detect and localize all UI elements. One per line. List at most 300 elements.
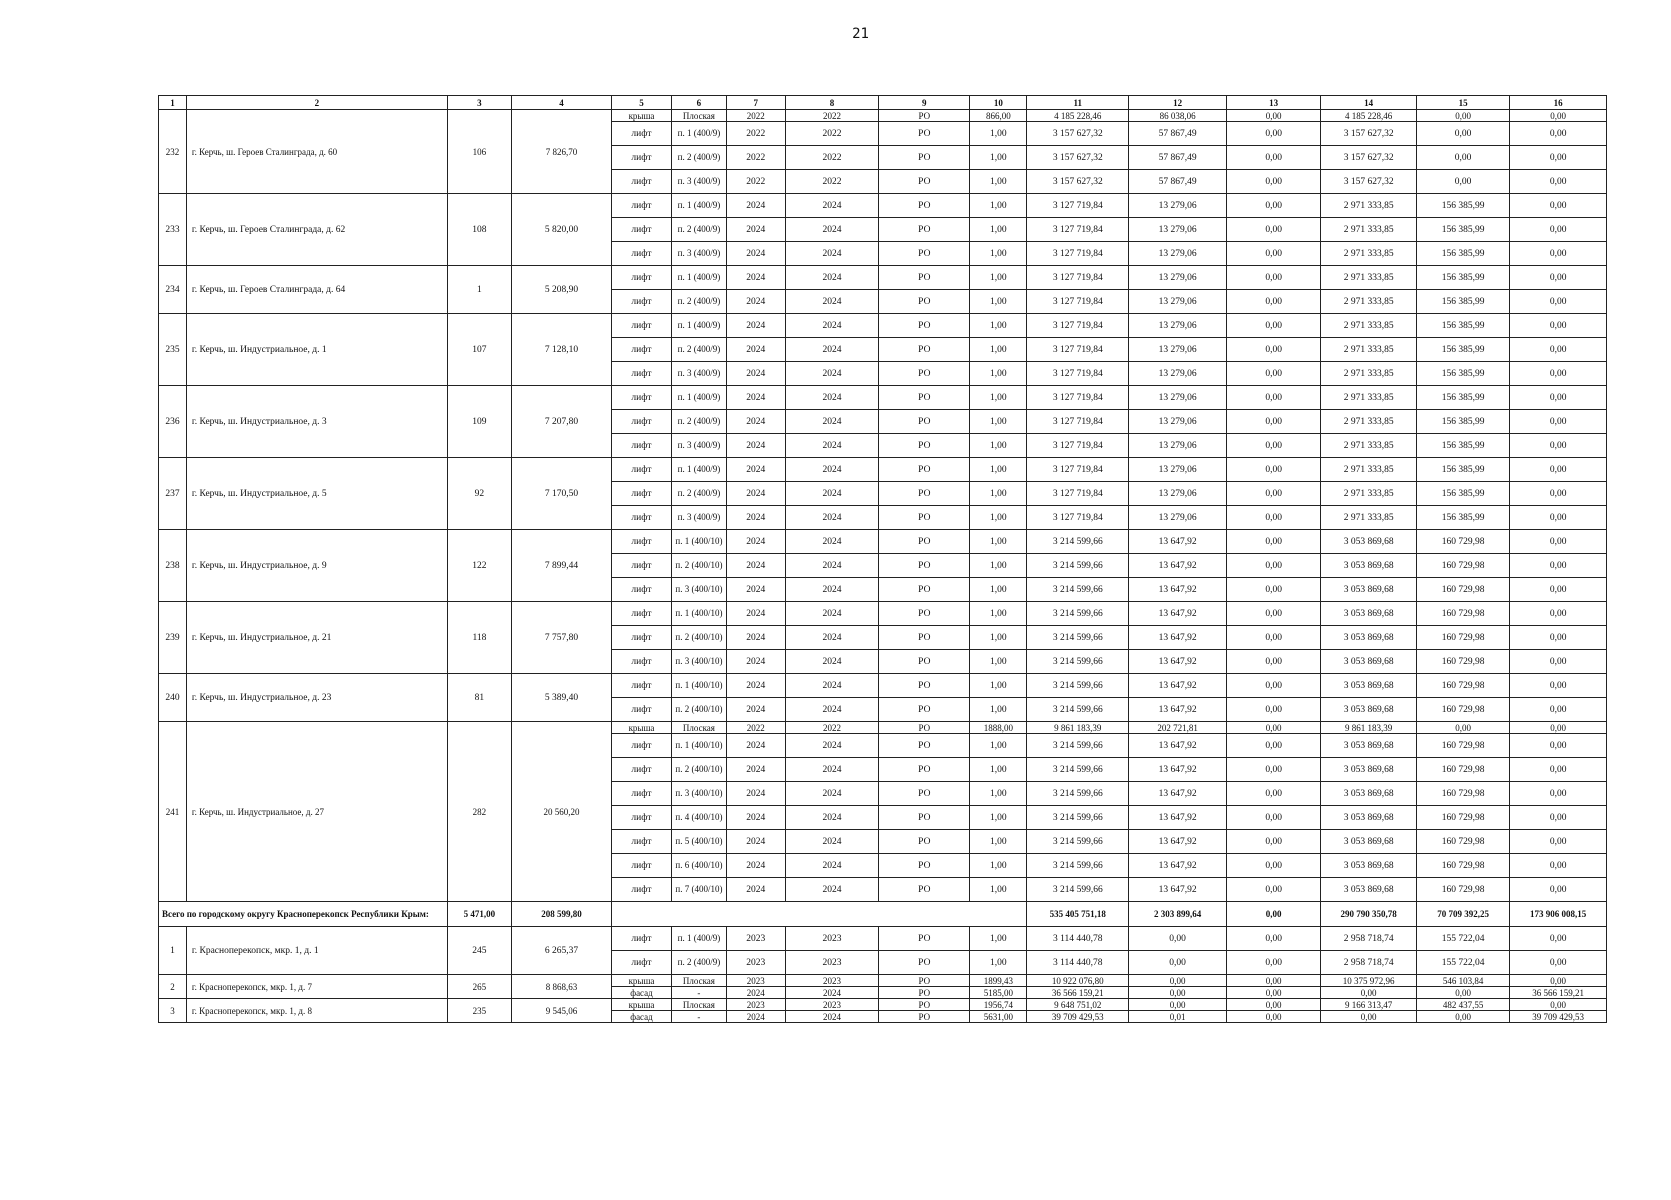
column-15-value: 482 437,55 <box>1416 999 1509 1011</box>
work-type: лифт <box>611 782 671 806</box>
source-code: РО <box>879 482 970 506</box>
work-type: лифт <box>611 194 671 218</box>
capital-repair-table <box>158 95 1607 1023</box>
column-13-value: 0,00 <box>1226 146 1320 170</box>
quantity: 1,00 <box>970 242 1027 266</box>
total-cost: 3 214 599,66 <box>1027 674 1129 698</box>
column-14-value: 2 971 333,85 <box>1321 506 1417 530</box>
column-13-value: 0,00 <box>1226 290 1320 314</box>
building-address: г. Керчь, ш. Героев Сталинграда, д. 64 <box>186 266 447 314</box>
column-12-value: 57 867,49 <box>1129 122 1227 146</box>
building-number: 235 <box>159 314 187 386</box>
quantity: 1,00 <box>970 674 1027 698</box>
work-detail: п. 2 (400/10) <box>672 626 727 650</box>
total-cost: 535 405 751,18 <box>1027 902 1129 927</box>
table-row <box>159 530 1607 554</box>
quantity: 1,00 <box>970 554 1027 578</box>
work-detail: п. 2 (400/10) <box>672 554 727 578</box>
work-detail: п. 1 (400/9) <box>672 458 727 482</box>
column-14-value: 3 053 869,68 <box>1321 806 1417 830</box>
column-15-value: 156 385,99 <box>1416 266 1509 290</box>
work-type: лифт <box>611 578 671 602</box>
quantity: 1,00 <box>970 758 1027 782</box>
work-type: лифт <box>611 314 671 338</box>
quantity: 1,00 <box>970 602 1027 626</box>
total-cost: 3 127 719,84 <box>1027 314 1129 338</box>
column-16-value: 0,00 <box>1510 146 1607 170</box>
column-12-value: 13 279,06 <box>1129 218 1227 242</box>
column-13-value: 0,00 <box>1226 482 1320 506</box>
column-13-value: 0,00 <box>1226 434 1320 458</box>
column-12-value: 0,00 <box>1129 999 1227 1011</box>
column-number: 16 <box>1510 96 1607 110</box>
source-code: РО <box>879 290 970 314</box>
column-13-value: 0,00 <box>1226 987 1320 999</box>
column-13-value: 0,00 <box>1226 578 1320 602</box>
work-type: лифт <box>611 122 671 146</box>
year-start: 2023 <box>726 927 785 951</box>
year-start: 2024 <box>726 554 785 578</box>
work-type: лифт <box>611 146 671 170</box>
building-address: г. Керчь, ш. Индустриальное, д. 27 <box>186 722 447 902</box>
column-15-value: 160 729,98 <box>1416 758 1509 782</box>
total-blank <box>611 902 1026 927</box>
column-14-value: 3 053 869,68 <box>1321 830 1417 854</box>
column-14-value: 2 971 333,85 <box>1321 482 1417 506</box>
year-end: 2022 <box>785 122 878 146</box>
year-start: 2024 <box>726 506 785 530</box>
quantity: 1,00 <box>970 434 1027 458</box>
year-start: 2024 <box>726 266 785 290</box>
column-12-value: 13 279,06 <box>1129 482 1227 506</box>
column-16-value: 0,00 <box>1510 506 1607 530</box>
column-14-value: 2 971 333,85 <box>1321 434 1417 458</box>
column-15-value: 156 385,99 <box>1416 482 1509 506</box>
column-13-value: 0,00 <box>1226 674 1320 698</box>
year-end: 2024 <box>785 458 878 482</box>
column-14-value: 2 971 333,85 <box>1321 218 1417 242</box>
year-start: 2024 <box>726 458 785 482</box>
source-code: РО <box>879 878 970 902</box>
work-detail: п. 7 (400/10) <box>672 878 727 902</box>
building-number: 241 <box>159 722 187 902</box>
source-code: РО <box>879 434 970 458</box>
column-12-value: 0,00 <box>1129 951 1227 975</box>
total-cost: 3 127 719,84 <box>1027 242 1129 266</box>
column-12-value: 13 647,92 <box>1129 650 1227 674</box>
column-12-value: 13 647,92 <box>1129 758 1227 782</box>
source-code: РО <box>879 806 970 830</box>
building-number: 2 <box>159 975 187 999</box>
column-15-value: 156 385,99 <box>1416 386 1509 410</box>
column-12-value: 13 647,92 <box>1129 830 1227 854</box>
column-15-value: 0,00 <box>1416 987 1509 999</box>
column-12-value: 0,01 <box>1129 1011 1227 1023</box>
work-type: лифт <box>611 410 671 434</box>
quantity: 1,00 <box>970 362 1027 386</box>
source-code: РО <box>879 578 970 602</box>
column-15-value: 546 103,84 <box>1416 975 1509 987</box>
year-start: 2024 <box>726 314 785 338</box>
work-type: лифт <box>611 674 671 698</box>
quantity: 1,00 <box>970 782 1027 806</box>
year-end: 2024 <box>785 386 878 410</box>
quantity: 1,00 <box>970 194 1027 218</box>
source-code: РО <box>879 650 970 674</box>
column-14-value: 3 053 869,68 <box>1321 878 1417 902</box>
column-14-value: 3 053 869,68 <box>1321 650 1417 674</box>
column-3-value: 108 <box>447 194 511 266</box>
column-3-value: 265 <box>447 975 511 999</box>
column-14-value: 2 958 718,74 <box>1321 951 1417 975</box>
year-end: 2024 <box>785 194 878 218</box>
year-end: 2024 <box>785 338 878 362</box>
source-code: РО <box>879 314 970 338</box>
work-type: лифт <box>611 338 671 362</box>
column-15-value: 160 729,98 <box>1416 854 1509 878</box>
column-13-value: 0,00 <box>1226 1011 1320 1023</box>
year-start: 2024 <box>726 806 785 830</box>
building-number: 240 <box>159 674 187 722</box>
work-detail: п. 2 (400/9) <box>672 482 727 506</box>
column-15-value: 0,00 <box>1416 170 1509 194</box>
work-type: фасад <box>611 987 671 999</box>
total-cost: 4 185 228,46 <box>1027 110 1129 122</box>
column-13-value: 0,00 <box>1226 698 1320 722</box>
work-detail: Плоская <box>672 110 727 122</box>
column-3-value: 107 <box>447 314 511 386</box>
work-type: крыша <box>611 722 671 734</box>
building-area: 7 826,70 <box>512 110 612 194</box>
work-type: крыша <box>611 999 671 1011</box>
column-15-value: 160 729,98 <box>1416 674 1509 698</box>
column-15-value: 160 729,98 <box>1416 782 1509 806</box>
column-16-value: 0,00 <box>1510 734 1607 758</box>
work-detail: п. 1 (400/9) <box>672 194 727 218</box>
year-end: 2022 <box>785 722 878 734</box>
year-end: 2022 <box>785 146 878 170</box>
building-address: г. Керчь, ш. Индустриальное, д. 1 <box>186 314 447 386</box>
total-cost: 3 127 719,84 <box>1027 266 1129 290</box>
source-code: РО <box>879 122 970 146</box>
column-12-value: 0,00 <box>1129 987 1227 999</box>
work-detail: п. 1 (400/10) <box>672 602 727 626</box>
total-cost: 3 157 627,32 <box>1027 170 1129 194</box>
work-type: лифт <box>611 482 671 506</box>
column-15-value: 160 729,98 <box>1416 626 1509 650</box>
column-13-value: 0,00 <box>1226 975 1320 987</box>
column-16-value: 0,00 <box>1510 698 1607 722</box>
year-end: 2023 <box>785 999 878 1011</box>
total-cost: 3 214 599,66 <box>1027 530 1129 554</box>
quantity: 1899,43 <box>970 975 1027 987</box>
column-14-value: 2 971 333,85 <box>1321 410 1417 434</box>
column-12-value: 13 647,92 <box>1129 626 1227 650</box>
column-number: 11 <box>1027 96 1129 110</box>
total-cost: 36 566 159,21 <box>1027 987 1129 999</box>
column-16-value: 0,00 <box>1510 458 1607 482</box>
column-16-value: 0,00 <box>1510 218 1607 242</box>
year-start: 2024 <box>726 578 785 602</box>
work-type: лифт <box>611 734 671 758</box>
column-14-value: 0,00 <box>1321 1011 1417 1023</box>
column-15-value: 156 385,99 <box>1416 506 1509 530</box>
work-detail: п. 3 (400/10) <box>672 782 727 806</box>
column-14-value: 3 053 869,68 <box>1321 734 1417 758</box>
column-16-value: 0,00 <box>1510 782 1607 806</box>
total-cost: 3 127 719,84 <box>1027 458 1129 482</box>
work-detail: п. 3 (400/9) <box>672 170 727 194</box>
source-code: РО <box>879 506 970 530</box>
column-13-value: 0,00 <box>1226 110 1320 122</box>
column-16-value: 0,00 <box>1510 951 1607 975</box>
column-16-value: 0,00 <box>1510 927 1607 951</box>
quantity: 5185,00 <box>970 987 1027 999</box>
column-3-value: 1 <box>447 266 511 314</box>
building-number: 238 <box>159 530 187 602</box>
quantity: 1,00 <box>970 650 1027 674</box>
column-number-row <box>159 96 1607 110</box>
total-cost: 3 127 719,84 <box>1027 362 1129 386</box>
year-start: 2024 <box>726 410 785 434</box>
column-14-value: 2 971 333,85 <box>1321 290 1417 314</box>
column-3-value: 92 <box>447 458 511 530</box>
column-12-value: 86 038,06 <box>1129 110 1227 122</box>
year-end: 2023 <box>785 975 878 987</box>
work-detail: п. 2 (400/9) <box>672 951 727 975</box>
year-end: 2024 <box>785 290 878 314</box>
column-14-value: 3 053 869,68 <box>1321 626 1417 650</box>
year-end: 2022 <box>785 110 878 122</box>
work-type: лифт <box>611 806 671 830</box>
work-detail: - <box>672 987 727 999</box>
quantity: 1,00 <box>970 530 1027 554</box>
column-16-value: 0,00 <box>1510 722 1607 734</box>
year-end: 2022 <box>785 170 878 194</box>
column-16-value: 0,00 <box>1510 362 1607 386</box>
building-number: 3 <box>159 999 187 1023</box>
source-code: РО <box>879 951 970 975</box>
quantity: 1,00 <box>970 170 1027 194</box>
total-cost: 3 214 599,66 <box>1027 626 1129 650</box>
year-end: 2024 <box>785 554 878 578</box>
table-row <box>159 194 1607 218</box>
building-area: 7 128,10 <box>512 314 612 386</box>
column-15-value: 160 729,98 <box>1416 830 1509 854</box>
total-cost: 3 214 599,66 <box>1027 650 1129 674</box>
total-label: Всего по городскому округу Красноперекопск Республики Крым: <box>159 902 448 927</box>
column-number: 5 <box>611 96 671 110</box>
work-detail: п. 1 (400/10) <box>672 734 727 758</box>
column-16-value: 0,00 <box>1510 482 1607 506</box>
year-start: 2024 <box>726 434 785 458</box>
table-row <box>159 674 1607 698</box>
total-cost: 3 127 719,84 <box>1027 434 1129 458</box>
source-code: РО <box>879 554 970 578</box>
column-16-value: 0,00 <box>1510 194 1607 218</box>
column-15-value: 160 729,98 <box>1416 698 1509 722</box>
column-14-value: 3 053 869,68 <box>1321 698 1417 722</box>
year-start: 2024 <box>726 242 785 266</box>
column-12-value: 57 867,49 <box>1129 146 1227 170</box>
year-start: 2024 <box>726 290 785 314</box>
quantity: 1,00 <box>970 854 1027 878</box>
quantity: 1,00 <box>970 146 1027 170</box>
year-end: 2024 <box>785 806 878 830</box>
column-14-value: 3 053 869,68 <box>1321 530 1417 554</box>
quantity: 866,00 <box>970 110 1027 122</box>
building-address: г. Керчь, ш. Индустриальное, д. 9 <box>186 530 447 602</box>
work-type: крыша <box>611 975 671 987</box>
column-number: 1 <box>159 96 187 110</box>
column-16-value: 0,00 <box>1510 999 1607 1011</box>
source-code: РО <box>879 362 970 386</box>
building-area: 20 560,20 <box>512 722 612 902</box>
work-type: лифт <box>611 434 671 458</box>
column-13-value: 0,00 <box>1226 314 1320 338</box>
column-3-value: 81 <box>447 674 511 722</box>
quantity: 1,00 <box>970 951 1027 975</box>
work-detail: - <box>672 1011 727 1023</box>
quantity: 5631,00 <box>970 1011 1027 1023</box>
building-area: 7 207,80 <box>512 386 612 458</box>
work-type: лифт <box>611 218 671 242</box>
total-cost: 3 157 627,32 <box>1027 146 1129 170</box>
total-cost: 3 127 719,84 <box>1027 338 1129 362</box>
column-12-value: 0,00 <box>1129 927 1227 951</box>
column-13-value: 0,00 <box>1226 338 1320 362</box>
year-end: 2024 <box>785 482 878 506</box>
building-number: 232 <box>159 110 187 194</box>
column-16-value: 0,00 <box>1510 830 1607 854</box>
column-12-value: 13 279,06 <box>1129 338 1227 362</box>
column-15-value: 156 385,99 <box>1416 194 1509 218</box>
column-15-value: 156 385,99 <box>1416 458 1509 482</box>
total-column-15: 70 709 392,25 <box>1416 902 1509 927</box>
column-15-value: 160 729,98 <box>1416 554 1509 578</box>
building-area: 9 545,06 <box>512 999 612 1023</box>
column-12-value: 57 867,49 <box>1129 170 1227 194</box>
column-12-value: 13 647,92 <box>1129 782 1227 806</box>
column-15-value: 156 385,99 <box>1416 434 1509 458</box>
year-start: 2024 <box>726 194 785 218</box>
column-12-value: 13 647,92 <box>1129 578 1227 602</box>
column-12-value: 13 279,06 <box>1129 506 1227 530</box>
year-start: 2024 <box>726 386 785 410</box>
column-16-value: 0,00 <box>1510 975 1607 987</box>
work-type: лифт <box>611 458 671 482</box>
year-start: 2024 <box>726 650 785 674</box>
quantity: 1,00 <box>970 927 1027 951</box>
work-type: лифт <box>611 854 671 878</box>
source-code: РО <box>879 194 970 218</box>
work-detail: п. 5 (400/10) <box>672 830 727 854</box>
column-13-value: 0,00 <box>1226 927 1320 951</box>
total-cost: 3 214 599,66 <box>1027 734 1129 758</box>
column-12-value: 13 279,06 <box>1129 386 1227 410</box>
source-code: РО <box>879 242 970 266</box>
column-14-value: 2 971 333,85 <box>1321 314 1417 338</box>
column-15-value: 156 385,99 <box>1416 362 1509 386</box>
total-cost: 3 127 719,84 <box>1027 410 1129 434</box>
building-area: 5 208,90 <box>512 266 612 314</box>
quantity: 1,00 <box>970 578 1027 602</box>
table-row <box>159 458 1607 482</box>
column-14-value: 2 971 333,85 <box>1321 194 1417 218</box>
column-3-value: 106 <box>447 110 511 194</box>
source-code: РО <box>879 626 970 650</box>
column-15-value: 156 385,99 <box>1416 410 1509 434</box>
column-14-value: 2 971 333,85 <box>1321 338 1417 362</box>
work-detail: п. 3 (400/9) <box>672 242 727 266</box>
column-13-value: 0,00 <box>1226 362 1320 386</box>
column-14-value: 3 053 869,68 <box>1321 578 1417 602</box>
column-13-value: 0,00 <box>1226 554 1320 578</box>
column-12-value: 13 279,06 <box>1129 194 1227 218</box>
total-cost: 9 861 183,39 <box>1027 722 1129 734</box>
work-type: лифт <box>611 758 671 782</box>
column-13-value: 0,00 <box>1226 722 1320 734</box>
total-cost: 3 214 599,66 <box>1027 782 1129 806</box>
source-code: РО <box>879 854 970 878</box>
building-address: г. Керчь, ш. Героев Сталинграда, д. 60 <box>186 110 447 194</box>
quantity: 1,00 <box>970 314 1027 338</box>
quantity: 1,00 <box>970 458 1027 482</box>
work-type: лифт <box>611 506 671 530</box>
column-16-value: 0,00 <box>1510 122 1607 146</box>
work-detail: Плоская <box>672 975 727 987</box>
year-start: 2024 <box>726 362 785 386</box>
column-15-value: 0,00 <box>1416 146 1509 170</box>
year-start: 2022 <box>726 122 785 146</box>
year-start: 2024 <box>726 987 785 999</box>
total-cost: 3 214 599,66 <box>1027 830 1129 854</box>
quantity: 1,00 <box>970 698 1027 722</box>
total-column-13: 0,00 <box>1226 902 1320 927</box>
column-14-value: 2 971 333,85 <box>1321 386 1417 410</box>
year-end: 2024 <box>785 314 878 338</box>
column-12-value: 13 279,06 <box>1129 242 1227 266</box>
year-end: 2024 <box>785 410 878 434</box>
table-row <box>159 386 1607 410</box>
work-detail: п. 3 (400/10) <box>672 578 727 602</box>
column-13-value: 0,00 <box>1226 830 1320 854</box>
column-12-value: 13 647,92 <box>1129 530 1227 554</box>
column-12-value: 13 279,06 <box>1129 314 1227 338</box>
column-13-value: 0,00 <box>1226 602 1320 626</box>
building-address: г. Керчь, ш. Индустриальное, д. 23 <box>186 674 447 722</box>
column-15-value: 0,00 <box>1416 1011 1509 1023</box>
column-12-value: 13 279,06 <box>1129 290 1227 314</box>
column-16-value: 0,00 <box>1510 170 1607 194</box>
column-12-value: 202 721,81 <box>1129 722 1227 734</box>
work-detail: п. 1 (400/10) <box>672 530 727 554</box>
column-14-value: 3 053 869,68 <box>1321 782 1417 806</box>
column-15-value: 160 729,98 <box>1416 530 1509 554</box>
work-detail: п. 4 (400/10) <box>672 806 727 830</box>
year-end: 2024 <box>785 506 878 530</box>
work-detail: п. 1 (400/9) <box>672 386 727 410</box>
column-16-value: 0,00 <box>1510 650 1607 674</box>
source-code: РО <box>879 698 970 722</box>
building-address: г. Красноперекопск, мкр. 1, д. 7 <box>186 975 447 999</box>
year-start: 2024 <box>726 530 785 554</box>
column-14-value: 2 958 718,74 <box>1321 927 1417 951</box>
building-number: 237 <box>159 458 187 530</box>
total-column-3: 5 471,00 <box>447 902 511 927</box>
column-14-value: 9 166 313,47 <box>1321 999 1417 1011</box>
building-area: 7 757,80 <box>512 602 612 674</box>
